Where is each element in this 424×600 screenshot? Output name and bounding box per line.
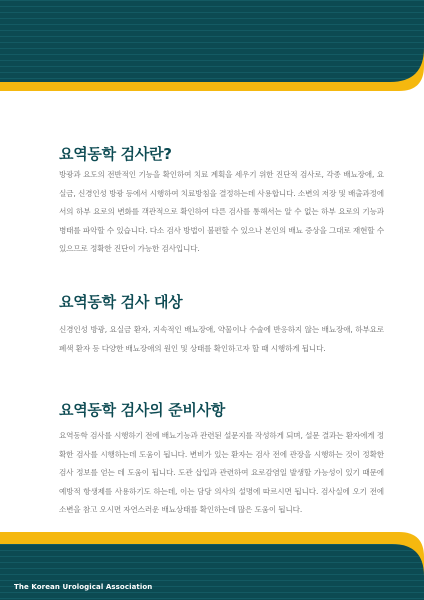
footer-organization-name: The Korean Urological Association xyxy=(14,583,153,591)
section-heading-preparation: 요역동학 검사의 준비사항 xyxy=(59,401,225,419)
section-heading-target: 요역동학 검사 대상 xyxy=(59,293,183,311)
section-body-target: 신경인성 방광, 요실금 환자, 지속적인 배뇨장애, 약물이나 수술에 반응하지 않는 배뇨장애, 하부요로 폐색 환자 등 다양한 배뇨장애의 원인 및 상태를 확인하고자 할 때 시행하게 됩니다. xyxy=(59,325,384,353)
section-body-preparation: 요역동학 검사를 시행하기 전에 배뇨기능과 관련된 설문지를 작성하게 되며, 설문 결과는 환자에게 정확한 검사를 시행하는데 도움이 됩니다. 변비가 있는 환자는 검사 전에 관장을 시행하는 것이 정확한 검사 정보를 얻는 데 도움이 됩니다. 도관 삽입과 관련하여 요로감염일 발생할 가능성이 있기 때문에 예방적 항생제를 사용하기도 하는데, 이는 담당 의사의 설명에 따르시면 됩니다. 검사실에 오기 전에 소변을 참고 오시면 자연스러운 배뇨상태를 확인하는데 많은 도움이 됩니다. xyxy=(59,431,384,515)
header-decoration xyxy=(0,0,424,110)
section-heading-what-is: 요역동학 검사란? xyxy=(59,145,172,163)
section-body-what-is: 방광과 요도의 전반적인 기능을 확인하여 치료 계획을 세우기 위한 진단적 검사로, 각종 배뇨장애, 요실금, 신경인성 방광 등에서 시행하여 치료방침을 결정하는데 사용합니다. 소변의 저장 및 배출과정에서의 하부 요로의 변화를 객관적으로 확인하여 다른 검사를 통해서는 알 수 없는 하부 요로의 기능과 병태를 파악할 수 있습니다. 다소 검사 방법이 불편할 수 있으나 본인의 배뇨 증상을 그대로 재현할 수 있으므로 정확한 진단이 가능한 검사입니다. xyxy=(59,170,384,254)
